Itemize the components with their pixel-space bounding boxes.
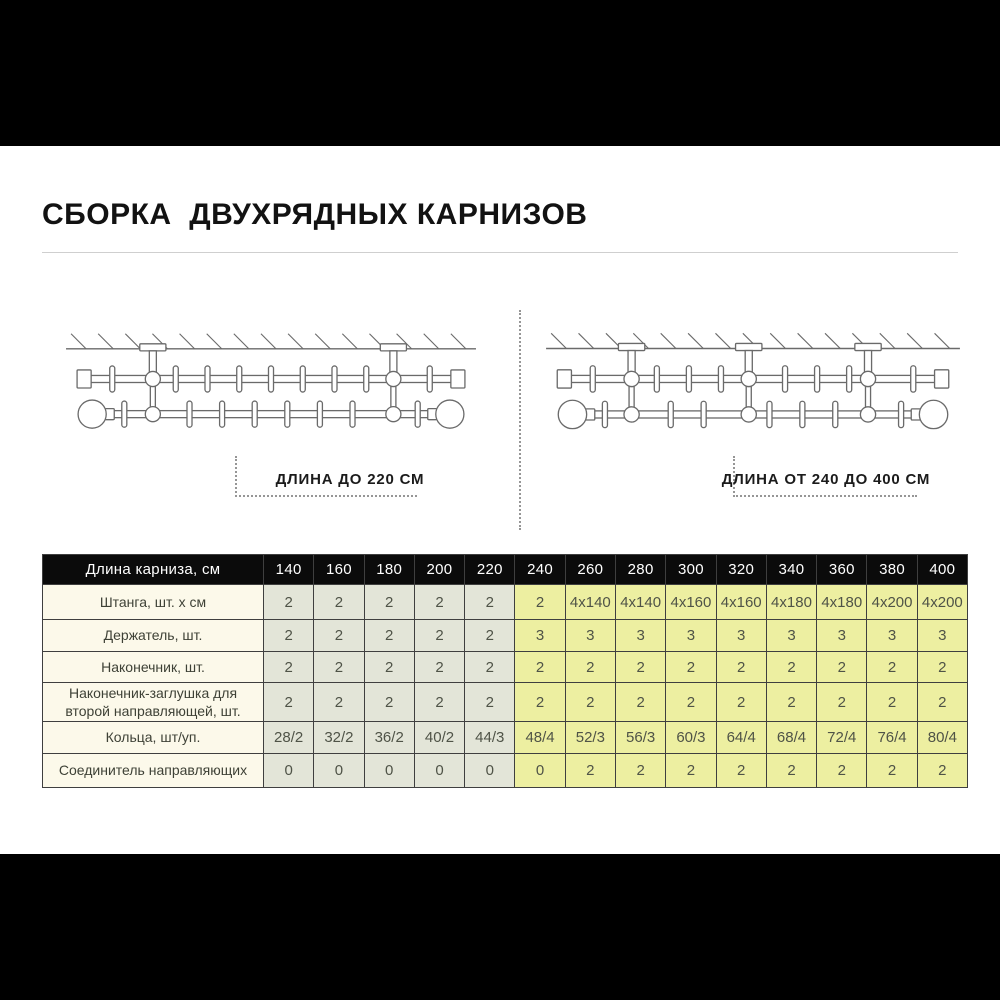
holder-joint	[741, 407, 756, 422]
table-cell: 2	[817, 683, 866, 721]
holder-joint	[386, 407, 401, 422]
diagram-line	[935, 333, 950, 348]
holder-joint	[386, 371, 401, 386]
curtain-ring	[300, 366, 305, 392]
table-cell: 2	[616, 652, 665, 682]
table-cell: 2	[415, 652, 464, 682]
table-cell: 2	[616, 683, 665, 721]
column-header-200: 200	[415, 555, 464, 584]
table-cell: 68/4	[767, 722, 816, 753]
table-cell: 2	[465, 585, 514, 619]
table-cell: 2	[666, 652, 715, 682]
table-cell: 2	[415, 683, 464, 721]
table-cell: 0	[314, 754, 363, 787]
curtain-ring	[654, 366, 659, 392]
table-cell: 2	[264, 620, 313, 651]
table-cell: 2	[515, 652, 564, 682]
table-cell: 0	[415, 754, 464, 787]
table-cell: 2	[515, 683, 564, 721]
table-cell: 2	[566, 652, 615, 682]
row-label: Штанга, шт. х см	[43, 585, 263, 619]
curtain-ring	[899, 401, 904, 427]
column-header-160: 160	[314, 555, 363, 584]
table-cell: 2	[566, 683, 615, 721]
length-label-short: ДЛИНА ДО 220 СМ	[235, 456, 417, 497]
diagram-line	[825, 333, 840, 348]
table-cell: 0	[465, 754, 514, 787]
table-cell: 2	[264, 683, 313, 721]
holder-joint	[624, 407, 639, 422]
row-label: Держатель, шт.	[43, 620, 263, 651]
column-header-300: 300	[666, 555, 715, 584]
column-header-220: 220	[465, 555, 514, 584]
curtain-ring	[350, 401, 355, 427]
table-cell: 2	[717, 683, 766, 721]
holder-joint	[860, 407, 875, 422]
table-cell: 3	[817, 620, 866, 651]
end-cap	[451, 370, 465, 388]
curtain-ring	[833, 401, 838, 427]
table-cell: 0	[365, 754, 414, 787]
table-cell: 2	[717, 652, 766, 682]
holder-joint	[145, 407, 160, 422]
curtain-ring	[815, 366, 820, 392]
table-cell: 2	[767, 754, 816, 787]
table-cell: 4x180	[817, 585, 866, 619]
table-cell: 60/3	[666, 722, 715, 753]
curtain-ring	[800, 401, 805, 427]
table-cell: 2	[465, 683, 514, 721]
curtain-ring	[237, 366, 242, 392]
ball-finial	[78, 400, 106, 428]
curtain-ring	[701, 401, 706, 427]
table-cell: 2	[415, 620, 464, 651]
table-cell: 36/2	[365, 722, 414, 753]
column-header-340: 340	[767, 555, 816, 584]
table-cell: 2	[314, 683, 363, 721]
table-cell: 4x160	[666, 585, 715, 619]
table-cell: 2	[264, 585, 313, 619]
row-label: Соединитель направляющих	[43, 754, 263, 787]
table-cell: 0	[515, 754, 564, 787]
curtain-ring	[911, 366, 916, 392]
ball-finial	[558, 400, 586, 428]
column-header-240: 240	[515, 555, 564, 584]
table-cell: 2	[918, 754, 967, 787]
holder-plate	[380, 344, 406, 351]
table-cell: 4x180	[767, 585, 816, 619]
column-header-380: 380	[867, 555, 916, 584]
diagram-line	[98, 334, 113, 349]
holder-joint	[624, 371, 639, 386]
column-header-180: 180	[365, 555, 414, 584]
column-header-260: 260	[566, 555, 615, 584]
table-cell: 2	[867, 754, 916, 787]
holder-joint	[860, 371, 875, 386]
table-cell: 32/2	[314, 722, 363, 753]
diagram-line	[207, 334, 222, 349]
diagram-line	[798, 333, 813, 348]
table-cell: 40/2	[415, 722, 464, 753]
diagram-line	[661, 333, 676, 348]
table-cell: 4x160	[717, 585, 766, 619]
table-cell: 2	[365, 683, 414, 721]
table-cell: 3	[666, 620, 715, 651]
row-label: Наконечник, шт.	[43, 652, 263, 682]
curtain-ring	[332, 366, 337, 392]
table-cell: 2	[767, 652, 816, 682]
table-cell: 2	[566, 754, 615, 787]
table-cell: 2	[465, 652, 514, 682]
curtain-ring	[252, 401, 257, 427]
diagram-line	[342, 334, 357, 349]
curtain-ring	[364, 366, 369, 392]
column-header-360: 360	[817, 555, 866, 584]
slide-content	[0, 146, 1000, 854]
diagram-line	[880, 333, 895, 348]
curtain-ring	[602, 401, 607, 427]
table-cell: 2	[918, 683, 967, 721]
table-cell: 2	[918, 652, 967, 682]
table-cell: 2	[314, 620, 363, 651]
table-cell: 2	[767, 683, 816, 721]
holder-plate	[140, 344, 166, 351]
diagram-line	[234, 334, 249, 349]
table-cell: 3	[767, 620, 816, 651]
diagram-line	[261, 334, 276, 349]
diagram-line	[451, 334, 466, 349]
diagram-line	[715, 333, 730, 348]
column-header-320: 320	[717, 555, 766, 584]
curtain-ring	[847, 366, 852, 392]
diagram-line	[579, 333, 594, 348]
table-cell: 2	[515, 585, 564, 619]
diagram-line	[770, 333, 785, 348]
table-cell: 80/4	[918, 722, 967, 753]
table-cell: 4x140	[566, 585, 615, 619]
diagram-line	[125, 334, 140, 349]
table-cell: 3	[616, 620, 665, 651]
curtain-ring	[122, 401, 127, 427]
diagram-line	[424, 334, 439, 349]
curtain-ring	[668, 401, 673, 427]
table-cell: 72/4	[817, 722, 866, 753]
table-cell: 28/2	[264, 722, 313, 753]
table-cell: 2	[365, 620, 414, 651]
end-cap	[935, 370, 949, 388]
holder-plate	[618, 343, 644, 350]
column-header-400: 400	[918, 555, 967, 584]
table-cell: 44/3	[465, 722, 514, 753]
table-cell: 3	[867, 620, 916, 651]
section-divider-dotted	[519, 310, 521, 530]
table-header-label: Длина карниза, см	[43, 555, 263, 584]
table-cell: 2	[314, 652, 363, 682]
diagram-line	[315, 334, 330, 349]
table-cell: 2	[465, 620, 514, 651]
table-cell: 2	[365, 585, 414, 619]
curtain-ring	[187, 401, 192, 427]
table-cell: 0	[264, 754, 313, 787]
column-header-140: 140	[264, 555, 313, 584]
table-cell: 2	[314, 585, 363, 619]
holder-joint	[741, 371, 756, 386]
diagram-line	[688, 333, 703, 348]
table-cell: 3	[717, 620, 766, 651]
table-cell: 2	[717, 754, 766, 787]
table-cell: 2	[867, 652, 916, 682]
end-cap	[557, 370, 571, 388]
curtain-ring	[173, 366, 178, 392]
table-cell: 2	[365, 652, 414, 682]
curtain-ring	[783, 366, 788, 392]
length-label-long: ДЛИНА ОТ 240 ДО 400 СМ	[733, 456, 917, 497]
table-cell: 3	[515, 620, 564, 651]
diagram-line	[180, 334, 195, 349]
table-cell: 2	[817, 754, 866, 787]
table-cell: 4x200	[867, 585, 916, 619]
diagram-line	[288, 334, 303, 349]
curtain-ring	[110, 366, 115, 392]
diagram-line	[71, 334, 86, 349]
ball-finial	[436, 400, 464, 428]
curtain-ring	[268, 366, 273, 392]
table-cell: 2	[415, 585, 464, 619]
table-cell: 4x140	[616, 585, 665, 619]
holder-plate	[855, 343, 881, 350]
table-cell: 48/4	[515, 722, 564, 753]
table-cell: 76/4	[867, 722, 916, 753]
table-cell: 3	[566, 620, 615, 651]
table-cell: 64/4	[717, 722, 766, 753]
curtain-ring	[767, 401, 772, 427]
row-label: Наконечник-заглушка для второй направляющей, шт.	[43, 683, 263, 721]
table-cell: 3	[918, 620, 967, 651]
table-cell: 2	[666, 754, 715, 787]
table-cell: 2	[264, 652, 313, 682]
curtain-ring	[427, 366, 432, 392]
table-cell: 2	[666, 683, 715, 721]
end-cap	[77, 370, 91, 388]
column-header-280: 280	[616, 555, 665, 584]
table-cell: 56/3	[616, 722, 665, 753]
diagram-line	[907, 333, 922, 348]
table-cell: 2	[817, 652, 866, 682]
cornice-diagram-long	[540, 326, 966, 440]
curtain-ring	[415, 401, 420, 427]
table-cell: 52/3	[566, 722, 615, 753]
parts-table	[42, 554, 968, 788]
curtain-ring	[718, 366, 723, 392]
curtain-ring	[686, 366, 691, 392]
table-cell: 2	[867, 683, 916, 721]
curtain-ring	[590, 366, 595, 392]
curtain-ring	[317, 401, 322, 427]
diagram-line	[551, 333, 566, 348]
row-label: Кольца, шт/уп.	[43, 722, 263, 753]
page-title: СБОРКА ДВУХРЯДНЫХ КАРНИЗОВ	[42, 198, 588, 231]
cornice-diagram-short	[60, 326, 482, 440]
table-cell: 4x200	[918, 585, 967, 619]
curtain-ring	[205, 366, 210, 392]
ball-finial	[919, 400, 947, 428]
title-underline	[42, 252, 958, 253]
table-cell: 2	[616, 754, 665, 787]
curtain-ring	[220, 401, 225, 427]
curtain-ring	[285, 401, 290, 427]
holder-joint	[145, 371, 160, 386]
holder-plate	[736, 343, 762, 350]
